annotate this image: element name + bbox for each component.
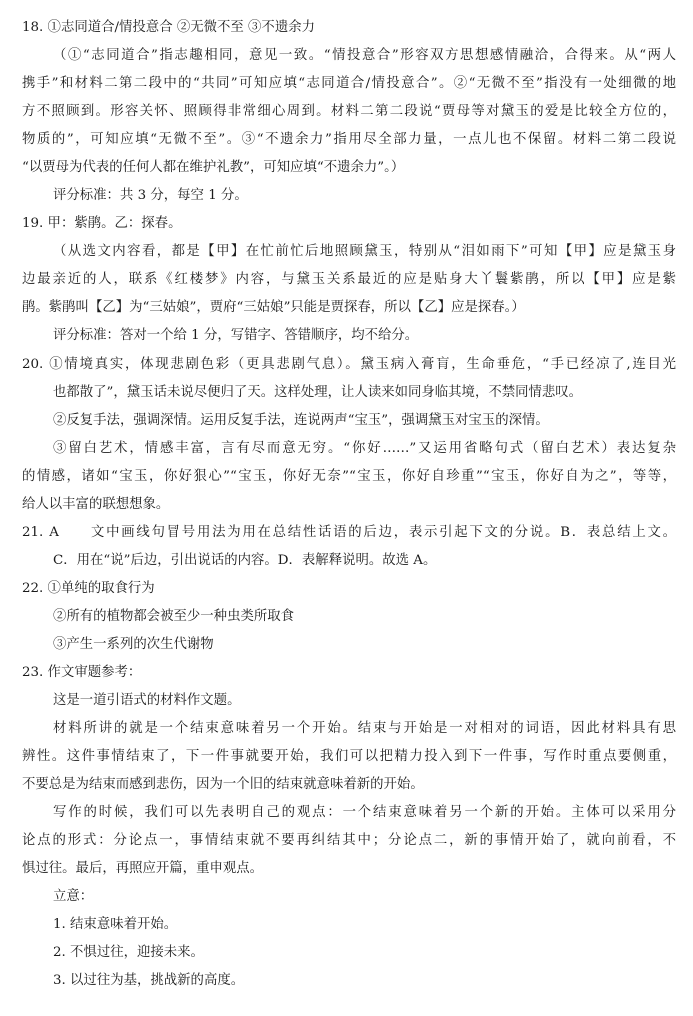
q23-liyi-item: 2. 不惧过往，迎接未来。 (53, 945, 204, 960)
q21-line: 21. A 文中画线句冒号用法为用在总结性话语的后边，表示引起下文的分说。B．表总结上文。 (22, 525, 676, 540)
q20-point3-line: 的情感，诸如“宝玉，你好狠心”“宝玉，你好无奈”“宝玉，你好自珍重”“宝玉，你好自为之”，等等， (22, 469, 676, 484)
q23-liyi-label: 立意： (53, 889, 94, 904)
q23-liyi-item: 1. 结束意味着开始。 (53, 917, 178, 932)
q23-paragraph2-line: 论点的形式：分论点一，事情结束就不要再纠结其中；分论点二，新的事情开始了，就向前看，不 (22, 833, 676, 848)
q19-scoring: 评分标准：答对一个给 1 分，写错字、答错顺序，均不给分。 (53, 328, 419, 343)
q18-explanation-line: 方不照顾到。形容关怀、照顾得非常细心周到。材料二第二段说“贾母等对黛玉的爱是比较全方位的， (22, 104, 676, 119)
q23-liyi-item: 3. 以过往为基，挑战新的高度。 (53, 973, 245, 988)
q19-title: 19. 甲：紫鹃。乙：探春。 (22, 216, 182, 231)
q20-point1-line: 也都散了”，黛玉话未说尽便归了天。这样处理，让人读来如同身临其境，不禁同情悲叹。 (53, 385, 583, 400)
q18-title: 18. ①志同道合/情投意合 ②无微不至 ③不遗余力 (22, 20, 315, 35)
q19-explanation-line: 边最亲近的人，联系《红楼梦》内容，与黛玉关系最近的应是贴身大丫鬟紫鹃，所以【甲】应是紫 (22, 272, 676, 287)
q22-item: ③产生一系列的次生代谢物 (53, 637, 214, 652)
q23-title: 23. 作文审题参考： (22, 665, 142, 680)
q23-paragraph2-line: 惧过往。最后，再照应开篇，重申观点。 (22, 861, 264, 876)
q21-line: C．用在“说”后边，引出说话的内容。D．表解释说明。故选 A。 (53, 553, 437, 568)
q23-paragraph1-line: 不要总是为结束而感到悲伤，因为一个旧的结束就意味着新的开始。 (22, 777, 424, 792)
q18-scoring: 评分标准：共 3 分，每空 1 分。 (53, 188, 248, 203)
q23-paragraph1-line: 材料所讲的就是一个结束意味着另一个开始。结束与开始是一对相对的词语，因此材料具有思 (53, 721, 676, 736)
q20-point3-line: 给人以丰富的联想想象。 (22, 497, 170, 512)
q20-point3-line: ③留白艺术，情感丰富，言有尽而意无穷。“你好……”又运用省略句式（留白艺术）表达复杂 (53, 441, 676, 456)
q19-explanation-line: 鹃。紫鹃叫【乙】为“三姑娘”，贾府“三姑娘”只能是贾探春，所以【乙】应是探春。） (22, 300, 525, 315)
q20-point1-line: 20. ①情境真实，体现悲剧色彩（更具悲剧气息）。黛玉病入膏肓，生命垂危，“手已经凉了,连目光 (22, 357, 676, 372)
q18-explanation-line: （①“志同道合”指志趣相同，意见一致。“情投意合”形容双方思想感情融洽，合得来。从“两人 (53, 48, 676, 63)
q23-intro: 这是一道引语式的材料作文题。 (53, 693, 241, 708)
q19-explanation-line: （从选文内容看，都是【甲】在忙前忙后地照顾黛玉，特别从“泪如雨下”可知【甲】应是黛玉身 (53, 244, 676, 259)
q23-paragraph2-line: 写作的时候，我们可以先表明自己的观点：一个结束意味着另一个新的开始。主体可以采用分 (53, 805, 676, 820)
q22-item: ②所有的植物都会被至少一种虫类所取食 (53, 609, 295, 624)
q18-explanation-line: 携手”和材料二第二段中的“共同”可知应填“志同道合/情投意合”。②“无微不至”指没有一处细微的地 (22, 76, 676, 91)
q22-title: 22. ①单纯的取食行为 (22, 581, 155, 596)
q20-point2: ②反复手法，强调深情。运用反复手法，连说两声“宝玉”，强调黛玉对宝玉的深情。 (53, 413, 549, 428)
q23-paragraph1-line: 辨性。这件事情结束了，下一件事就要开始，我们可以把精力投入到下一件事，写作时重点要侧重， (22, 749, 676, 764)
q18-explanation-line: 物质的”，可知应填“无微不至”。③“不遗余力”指用尽全部力量，一点儿也不保留。材料二第二段说 (22, 132, 676, 147)
q18-explanation-line: “以贾母为代表的任何人都在维护礼教”，可知应填“不遗余力”。） (22, 160, 405, 175)
